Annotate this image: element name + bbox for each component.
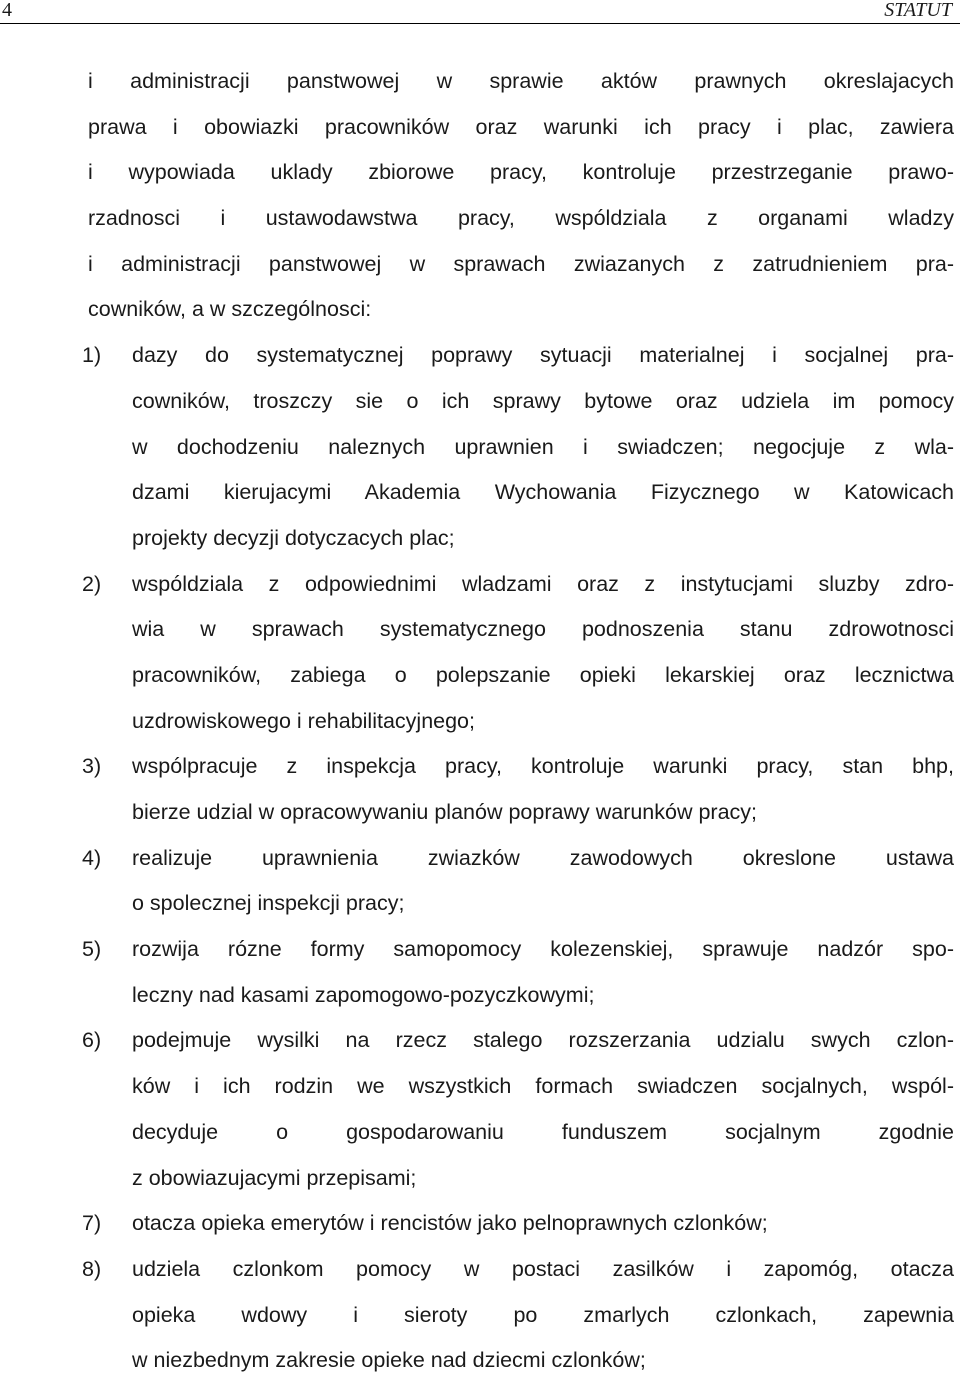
intro-paragraph [88, 59, 954, 333]
list-item [82, 836, 954, 927]
text-line: wspólpracuje z inspekcja pracy, kontroluje warunki pracy, stan bhp, [132, 754, 954, 779]
text-line: leczny nad kasami zapomogowo-pozyczkowymi; [132, 982, 595, 1007]
text-line: i administracji panstwowej w sprawie aktów prawnych okreslajacych [88, 69, 954, 93]
text-line: o spolecznej inspekcji pracy; [132, 891, 405, 916]
text-line: wia w sprawach systematycznego podnoszenia stanu zdrowotnosci [132, 617, 954, 642]
list-item-number: 7) [82, 1211, 102, 1236]
text-line: projekty decyzji dotyczacych plac; [132, 525, 455, 550]
text-line: rozwija rózne formy samopomocy kolezenskiej, sprawuje nadzór spo- [132, 937, 954, 962]
text-line: uzdrowiskowego i rehabilitacyjnego; [132, 708, 475, 733]
list-item [82, 1247, 954, 1384]
text-line: decyduje o gospodarowaniu funduszem socjalnym zgodnie [132, 1119, 954, 1144]
list-item [82, 562, 954, 745]
text-line: cowników, troszczy sie o ich sprawy bytowe oraz udziela im pomocy [132, 388, 954, 413]
text-line: otacza opieka emerytów i rencistów jako pelnoprawnych czlonków; [132, 1211, 768, 1236]
text-line: w dochodzeniu naleznych uprawnien i swiadczen; negocjuje z wla- [132, 434, 954, 459]
text-line: rzadnosci i ustawodawstwa pracy, wspóldziala z organami wladzy [88, 206, 954, 231]
header-rule [0, 23, 960, 24]
page-header [0, 0, 960, 26]
list-item [82, 744, 954, 835]
list-item-number: 3) [82, 754, 102, 779]
running-title: STATUT [884, 0, 952, 21]
text-line: prawa i obowiazki pracowników oraz warunki ich pracy i plac, zawiera [88, 114, 954, 139]
text-line: ków i ich rodzin we wszystkich formach swiadczen socjalnych, wspól- [132, 1074, 954, 1099]
text-line: i wypowiada uklady zbiorowe pracy, kontroluje przestrzeganie prawo- [88, 160, 954, 185]
text-line: dazy do systematycznej poprawy sytuacji materialnej i socjalnej pra- [132, 343, 954, 368]
document-body [82, 59, 954, 1384]
list-item-number: 1) [82, 343, 102, 368]
text-line: w niezbednym zakresie opieke nad dziecmi czlonków; [132, 1348, 646, 1373]
text-line: opieka wdowy i sieroty po zmarlych czlonkach, zapewnia [132, 1302, 954, 1327]
text-line: dzami kierujacymi Akademia Wychowania Fizycznego w Katowicach [132, 480, 954, 505]
text-line: wspóldziala z odpowiednimi wladzami oraz z instytucjami sluzby zdro- [132, 571, 954, 596]
text-line: bierze udzial w opracowywaniu planów poprawy warunków pracy; [132, 800, 758, 824]
page-number: 4 [2, 0, 12, 21]
text-line: podejmuje wysilki na rzecz stalego rozszerzania udzialu swych czlon- [132, 1028, 954, 1053]
text-line: pracowników, zabiega o polepszanie opieki lekarskiej oraz lecznictwa [132, 662, 954, 687]
list-item-number: 8) [82, 1256, 102, 1281]
list-item [82, 1018, 954, 1201]
list-item-number: 4) [82, 845, 102, 870]
list-item [82, 333, 954, 561]
list-item-number: 5) [82, 937, 102, 962]
list-item [82, 927, 954, 1018]
list-item-number: 2) [82, 571, 102, 596]
text-line: cowników, a w szczególnosci: [88, 297, 372, 322]
text-line: realizuje uprawnienia zwiazków zawodowych okreslone ustawa [132, 845, 954, 870]
list-item-number: 6) [82, 1028, 102, 1053]
list-item [82, 1201, 954, 1247]
text-line: udziela czlonkom pomocy w postaci zasilków i zapomóg, otacza [132, 1256, 954, 1281]
text-line: z obowiazujacymi przepisami; [132, 1165, 417, 1190]
text-line: i administracji panstwowej w sprawach zwiazanych z zatrudnieniem pra- [88, 251, 954, 276]
